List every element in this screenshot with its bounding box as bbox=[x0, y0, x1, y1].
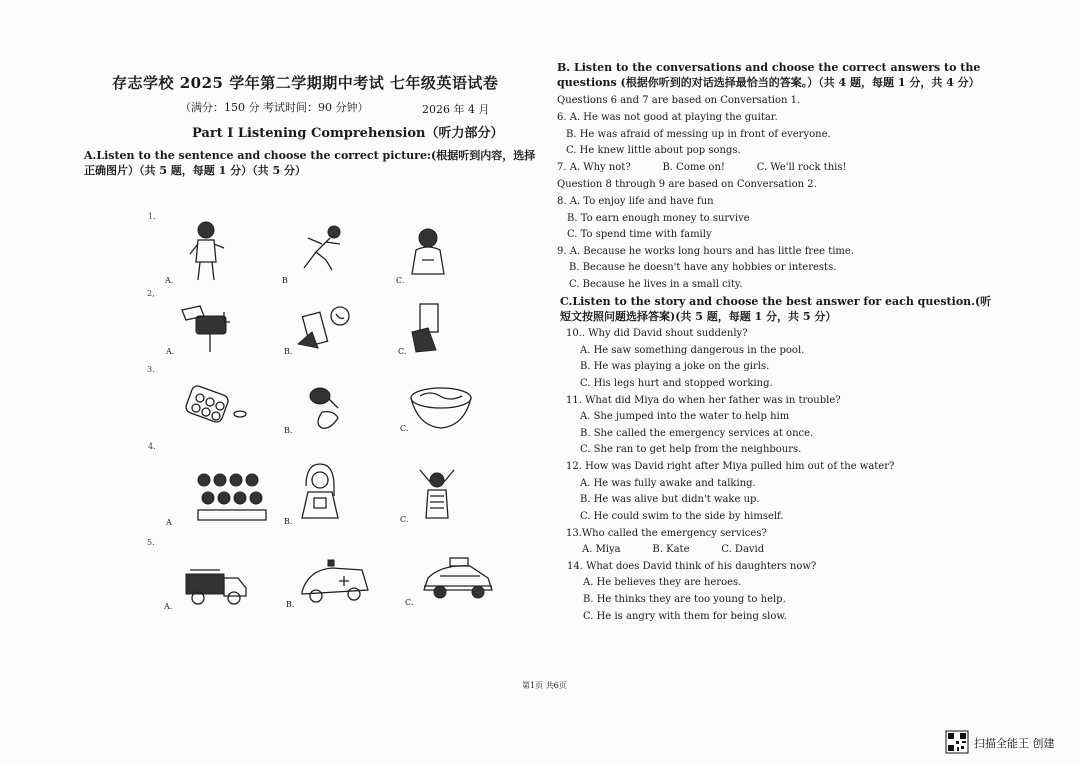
section-b-line: 7. A. Why not? B. Come on! C. We'll rock this! bbox=[557, 162, 847, 173]
part-title: Part I Listening Comprehension（听力部分） bbox=[192, 126, 504, 141]
phone-call-icon bbox=[296, 304, 352, 352]
question-number: 3. bbox=[147, 365, 155, 374]
section-b-line: Questions 6 and 7 are based on Conversation 1. bbox=[557, 95, 801, 106]
section-b-line: 9. A. Because he works long hours and has little free time. bbox=[557, 246, 855, 257]
section-c-line: 12. How was David right after Miya pulled him out of the water? bbox=[566, 461, 895, 472]
crowd-icon bbox=[194, 470, 270, 522]
section-c-line: C. She ran to get help from the neighbours. bbox=[580, 444, 802, 455]
taxi-icon bbox=[420, 556, 496, 602]
question-number: 5. bbox=[147, 538, 155, 547]
option-label: B bbox=[282, 276, 288, 285]
section-c-line: A. She jumped into the water to help him bbox=[580, 411, 790, 422]
section-c-line: 10.. Why did David shout suddenly? bbox=[566, 328, 748, 339]
teacher-figure-icon bbox=[188, 220, 228, 282]
fire-truck-icon bbox=[184, 566, 248, 606]
section-c-line: B. She called the emergency services at once. bbox=[580, 428, 814, 439]
runner-figure-icon bbox=[296, 224, 346, 272]
option-label: C. bbox=[400, 424, 409, 433]
section-c-line: A. He believes they are heroes. bbox=[583, 577, 742, 588]
question-number: 1. bbox=[148, 212, 156, 221]
section-c-line: 11. What did Miya do when her father was in trouble? bbox=[566, 395, 841, 406]
section-c-line: C. He is angry with them for being slow. bbox=[583, 611, 787, 622]
section-c-line: A. Miya B. Kate C. David bbox=[582, 544, 765, 555]
section-c-line: A. He was fully awake and talking. bbox=[580, 478, 756, 489]
section-c-line: B. He was playing a joke on the girls. bbox=[580, 361, 770, 372]
section-c-line: B. He was alive but didn't wake up. bbox=[580, 494, 760, 505]
section-b-line: Question 8 through 9 are based on Conversation 2. bbox=[557, 179, 817, 190]
option-label: C. bbox=[396, 276, 405, 285]
section-b-line: B. Because he doesn't have any hobbies or interests. bbox=[569, 262, 837, 273]
question-number: 2, bbox=[147, 289, 155, 298]
score-time: （满分：150 分 考试时间：90 分钟） bbox=[180, 101, 369, 114]
option-label: C. bbox=[398, 347, 407, 356]
section-c-line: A. He saw something dangerous in the pool. bbox=[580, 345, 805, 356]
old-woman-figure-icon bbox=[408, 226, 448, 276]
option-label: A. bbox=[166, 347, 175, 356]
section-c-line: C. He could swim to the side by himself. bbox=[580, 511, 784, 522]
section-b-line: 6. A. He was not good at playing the guitar. bbox=[557, 112, 778, 123]
noodle-bowl-icon bbox=[408, 384, 474, 430]
option-label: A. bbox=[165, 276, 174, 285]
qr-code-icon bbox=[946, 731, 968, 753]
option-label: A. bbox=[164, 602, 173, 611]
section-c-line: B. He thinks they are too young to help. bbox=[583, 594, 786, 605]
option-label: B. bbox=[284, 426, 293, 435]
section-b-line: 8. A. To enjoy life and have fun bbox=[557, 196, 714, 207]
option-label: A bbox=[166, 518, 172, 527]
ambulance-icon bbox=[298, 554, 374, 606]
section-c-heading: C.Listen to the story and choose the best answer for each question.(听短文按照问题选择答案)(共 5 题，每题 1 分，共 5 分） bbox=[560, 295, 992, 323]
section-b-heading: B. Listen to the conversations and choose the correct answers to the questions (根据你听到的对话选择最恰当的答案。）（共 4 题，每题 1 分，共 4 分） bbox=[557, 61, 981, 89]
section-a-heading: A.Listen to the sentence and choose the correct picture:(根据听到内容，选择正确图片）（共 5 题，每题 1 分）（共 5 分） bbox=[84, 149, 536, 177]
option-label: C. bbox=[400, 515, 409, 524]
option-label: B. bbox=[284, 517, 293, 526]
section-b-line: C. Because he lives in a small city. bbox=[569, 279, 743, 290]
section-b-line: C. He knew little about pop songs. bbox=[566, 145, 741, 156]
teapot-icon bbox=[304, 384, 346, 432]
option-label: B. bbox=[286, 600, 295, 609]
option-label: C. bbox=[405, 598, 414, 607]
pill-pack-icon bbox=[186, 384, 248, 428]
question-number: 4. bbox=[148, 442, 156, 451]
section-c-line: 13.Who called the emergency services? bbox=[566, 528, 767, 539]
section-b-line: C. To spend time with family bbox=[567, 229, 712, 240]
option-label: B. bbox=[284, 347, 293, 356]
section-b-line: B. He was afraid of messing up in front of everyone. bbox=[566, 129, 831, 140]
section-c-line: 14. What does David think of his daughters now? bbox=[567, 561, 817, 572]
tablet-hand-icon bbox=[408, 302, 448, 354]
mailbox-icon bbox=[180, 302, 240, 352]
section-c-line: C. His legs hurt and stopped working. bbox=[580, 378, 773, 389]
sitting-woman-icon bbox=[296, 462, 344, 522]
exam-title: 存志学校 2025 学年第二学期期中考试 七年级英语试卷 bbox=[112, 74, 499, 92]
section-b-line: B. To earn enough money to survive bbox=[567, 213, 750, 224]
cheering-figure-icon bbox=[414, 466, 460, 522]
exam-date: 2026 年 4 月 bbox=[422, 103, 490, 116]
page-number: 第1页 共6页 bbox=[522, 681, 567, 690]
scanner-brand: 扫描全能王 创建 bbox=[974, 737, 1055, 750]
